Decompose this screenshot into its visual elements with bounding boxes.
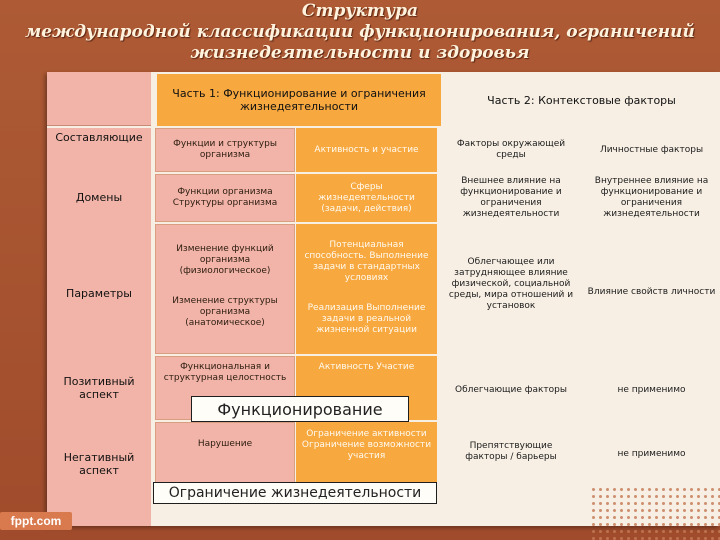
cell-components-functions: Функции и структуры организма: [155, 128, 295, 172]
title-area: [0, 0, 720, 72]
title-line-3: жизнедеятельности и здоровья: [190, 43, 530, 63]
row-label-components: Составляющие: [55, 130, 143, 144]
cell-positive-functions: Функциональная и структурная целостность: [163, 362, 287, 383]
cell-negative-functions: Нарушение: [197, 438, 253, 449]
cell-domains-personal: Внутреннее влияние на функционирование и ограничения жизнедеятельности: [594, 176, 709, 219]
cell-parameters-functions-physiological: Изменение функций организма (физиологическое): [176, 243, 274, 276]
cell-domains-environment: Внешнее влияние на функционирование и ограничения жизнедеятельности: [460, 176, 562, 219]
title-line-2: международной классификации функционирования, ограничений: [25, 22, 695, 42]
cell-components-personal: Личностные факторы: [599, 144, 704, 155]
header-part-2: Часть 2: Контекстовые факторы: [487, 93, 676, 107]
header-part-1: Часть 1: Функционирование и ограничения жизнедеятельности: [157, 74, 441, 126]
cell-positive-activity: Активность Участие: [318, 362, 415, 372]
classification-table: [47, 72, 720, 526]
cell-positive-environment: Облегчающие факторы: [455, 384, 567, 395]
slide-title: [0, 1, 720, 64]
cell-parameters-activity-capacity: Потенциальная способность. Выполнение задачи в стандартных условиях: [304, 240, 429, 283]
label-disability: Ограничение жизнедеятельности: [153, 482, 437, 504]
corner-cell: [47, 72, 151, 126]
cell-domains-functions: Функции организма Структуры организма: [155, 174, 295, 222]
cell-negative-environment: Препятствующие факторы / барьеры: [465, 441, 557, 462]
cell-parameters-personal: Влияние свойств личности: [587, 286, 716, 297]
row-label-negative: Негативный аспект: [63, 451, 135, 477]
row-label-positive: Позитивный аспект: [63, 375, 135, 401]
dot-pattern: [590, 486, 720, 540]
row-label-parameters: Параметры: [66, 286, 132, 300]
cell-negative-personal: не применимо: [617, 448, 686, 459]
cell-positive-personal: не применимо: [617, 384, 686, 395]
row-label-domains: Домены: [75, 190, 123, 204]
cell-components-environment: Факторы окружающей среды: [456, 139, 566, 160]
cell-domains-activity: Сферы жизнедеятельности (задачи, действия): [296, 174, 437, 222]
cell-negative-activity: Ограничение активности Ограничение возможности участия: [301, 428, 432, 461]
cell-parameters-environment: Облегчающее или затрудняющее влияние физической, социальной среды, мира отношений и установок: [448, 256, 574, 311]
fppt-logo: fppt.com: [0, 512, 72, 530]
cell-parameters-activity-performance: Реализация Выполнение задачи в реальной жизненной ситуации: [307, 302, 426, 335]
label-functioning: Функционирование: [191, 396, 409, 422]
cell-parameters-functions-anatomical: Изменение структуры организма (анатомическое): [172, 295, 278, 328]
title-line-1: Структура: [301, 1, 419, 21]
cell-components-activity: Активность и участие: [296, 128, 437, 172]
